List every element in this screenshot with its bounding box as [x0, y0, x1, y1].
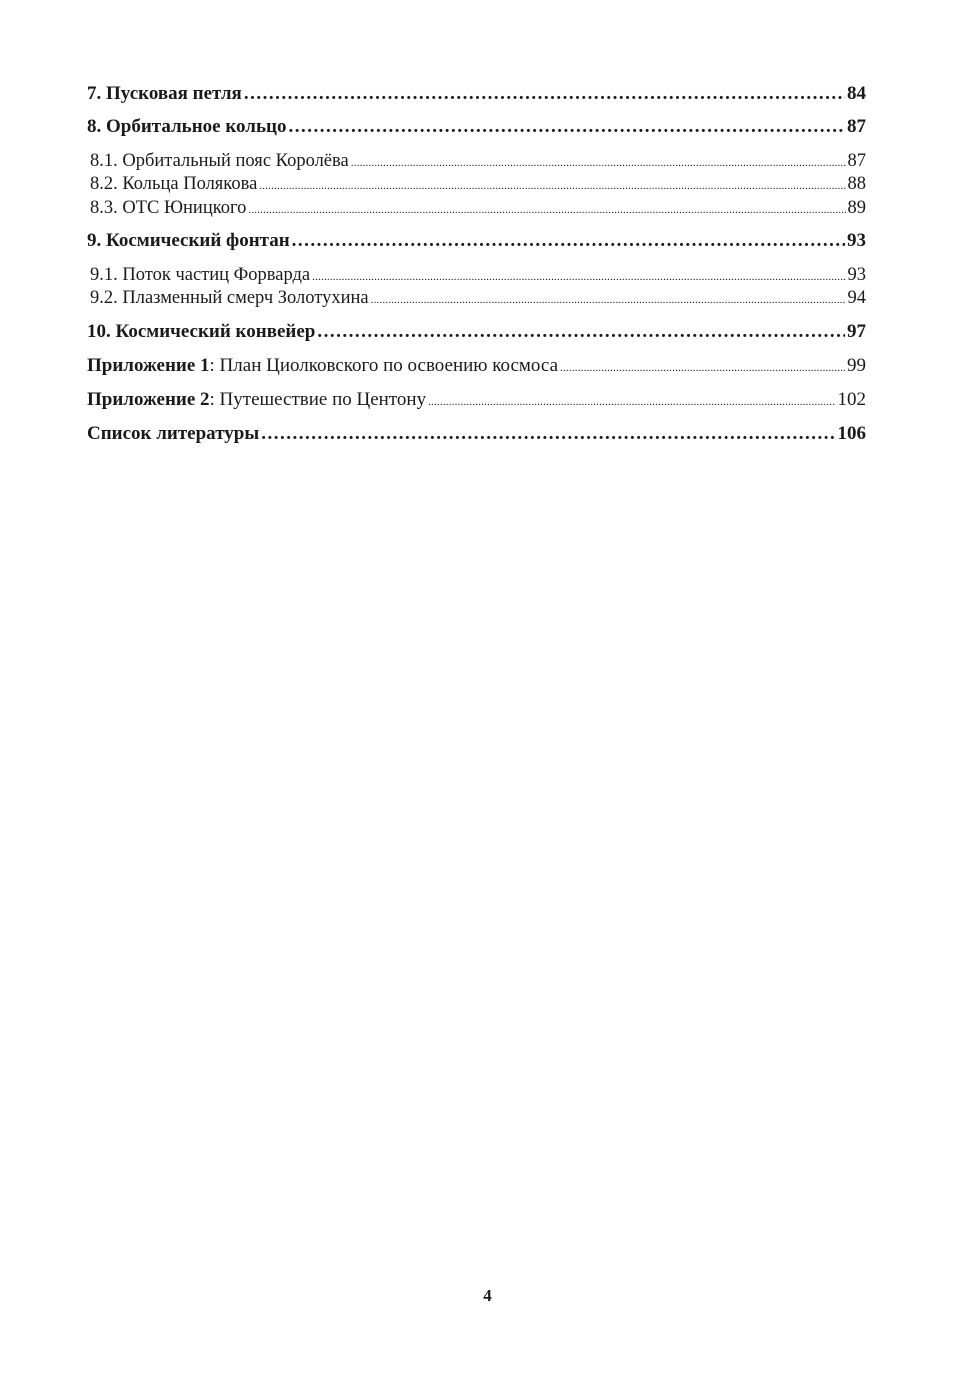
- dot-leader: [351, 150, 846, 174]
- toc-entry-9[interactable]: [87, 230, 866, 252]
- toc-entry-page: 97: [847, 321, 866, 342]
- toc-entry-appendix-2[interactable]: [87, 389, 866, 413]
- appendix-title: : План Циолковского по освоению космоса: [209, 355, 559, 376]
- toc-entry-8-2[interactable]: [87, 173, 866, 197]
- dot-leader: [371, 287, 846, 311]
- toc-entry-page: 93: [847, 230, 866, 251]
- toc-entry-page: 94: [847, 288, 866, 308]
- dot-leader: [288, 116, 845, 138]
- toc-entry-title: 9. Космический фонтан: [87, 230, 290, 251]
- toc-entry-page: 84: [847, 83, 866, 104]
- toc-entry-8-3[interactable]: [87, 197, 866, 221]
- toc-entry-page: 102: [837, 389, 866, 410]
- toc-entry-title: Список литературы: [87, 423, 260, 444]
- toc-entry-title: [87, 355, 558, 377]
- toc-entry-page: 93: [847, 265, 866, 285]
- toc-entry-page: 99: [847, 355, 866, 376]
- toc-entry-8-1[interactable]: [87, 150, 866, 174]
- toc-entry-10[interactable]: [87, 321, 866, 343]
- toc-entry-page: 87: [847, 116, 866, 137]
- dot-leader: [261, 423, 835, 445]
- dot-leader: [244, 83, 845, 105]
- appendix-title: : Путешествие по Центону: [209, 389, 427, 410]
- toc-entry-title: 10. Космический конвейер: [87, 321, 316, 342]
- toc-entry-9-1[interactable]: [87, 264, 866, 288]
- toc-entry-8[interactable]: [87, 116, 866, 138]
- toc-entry-title: [87, 389, 426, 411]
- page-number: 4: [483, 1286, 492, 1305]
- dot-leader: [248, 197, 845, 221]
- toc-entry-appendix-1[interactable]: [87, 355, 866, 379]
- dot-leader: [312, 264, 845, 288]
- appendix-label: Приложение 2: [87, 389, 210, 410]
- toc-entry-page: 87: [847, 151, 866, 171]
- toc-entry-title: 8. Орбитальное кольцо: [87, 116, 287, 137]
- dot-leader: [317, 321, 845, 343]
- dot-leader: [259, 173, 845, 197]
- toc-entry-page: 89: [847, 198, 866, 218]
- toc-entry-9-2[interactable]: [87, 287, 866, 311]
- dot-leader: [292, 230, 845, 252]
- toc-entry-title: 8.2. Кольца Полякова: [90, 174, 258, 194]
- appendix-label: Приложение 1: [87, 355, 210, 376]
- toc-entry-title: 7. Пусковая петля: [87, 83, 242, 104]
- toc-entry-page: 88: [847, 174, 866, 194]
- toc-entry-title: 9.1. Поток частиц Форварда: [90, 265, 311, 285]
- toc-entry-title: 8.3. ОТС Юницкого: [90, 198, 247, 218]
- toc-entry-page: 106: [837, 423, 866, 444]
- toc-entry-bibliography[interactable]: [87, 423, 866, 445]
- toc-entry-title: 8.1. Орбитальный пояс Королёва: [90, 151, 349, 171]
- toc-entry-title: 9.2. Плазменный смерч Золотухина: [90, 288, 369, 308]
- toc-entry-7[interactable]: [87, 83, 866, 105]
- dot-leader: [428, 389, 835, 413]
- dot-leader: [560, 355, 845, 379]
